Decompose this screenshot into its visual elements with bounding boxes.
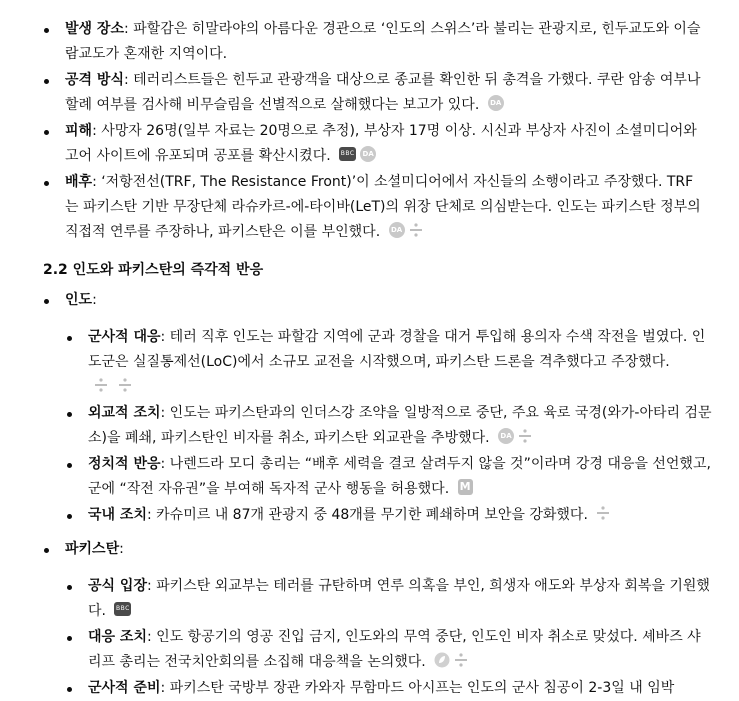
list-item-pakistan-response <box>88 625 713 675</box>
divide-citation-icon[interactable] <box>409 222 423 238</box>
list-item-india-political <box>88 452 713 502</box>
divide-citation-icon[interactable] <box>596 505 610 521</box>
section-heading-2-2: 2.2 인도와 파키스탄의 즉각적 반응 <box>43 262 264 278</box>
bullet <box>67 336 72 341</box>
m-citation-icon[interactable]: M <box>458 479 473 495</box>
item-label: 정치적 반응 <box>88 456 161 472</box>
country-label: 인도 <box>65 292 93 308</box>
citation-source-icon[interactable]: DA <box>389 222 405 238</box>
country-label: 파키스탄 <box>65 541 120 557</box>
bullet <box>44 28 49 33</box>
list-item-india-diplomatic <box>88 401 713 451</box>
item-label: 공식 입장 <box>88 578 147 594</box>
colon: : <box>119 541 124 557</box>
list-item-india <box>65 288 705 313</box>
bullet <box>67 463 72 468</box>
citation-source-icon[interactable]: DA <box>498 428 514 444</box>
item-label: 공격 방식 <box>65 72 124 88</box>
bullet <box>67 412 72 417</box>
citation-source-icon[interactable]: DA <box>488 95 504 111</box>
divide-citation-icon[interactable] <box>94 377 108 393</box>
bullet <box>67 687 72 692</box>
item-text: : 카슈미르 내 87개 관광지 중 48개를 무기한 폐쇄하며 보안을 강화했다. <box>146 507 588 523</box>
item-text: : 파키스탄 외교부는 테러를 규탄하며 연루 의혹을 부인, 희생자 애도와 부상자 회복을 기원했다. <box>88 578 710 619</box>
list-item-attack-method <box>65 68 705 118</box>
item-label: 피해 <box>65 123 93 139</box>
bullet <box>44 548 49 553</box>
item-label: 외교적 조치 <box>88 405 161 421</box>
bullet <box>44 79 49 84</box>
bullet <box>44 130 49 135</box>
item-label: 국내 조치 <box>88 507 147 523</box>
bullet <box>67 585 72 590</box>
list-item-pakistan-official <box>88 574 713 624</box>
item-label: 배후 <box>65 174 93 190</box>
item-text: : 파키스탄 국방부 장관 카와자 무함마드 아시프는 인도의 군사 침공이 2-3일 내 임박 <box>160 680 675 696</box>
bullet <box>67 636 72 641</box>
bullet <box>44 181 49 186</box>
list-item-location <box>65 17 705 67</box>
leaf-citation-icon[interactable] <box>434 652 450 668</box>
item-text: : 사망자 26명(일부 자료는 20명으로 추정), 부상자 17명 이상. 시신과 부상자 사진이 소셜미디어와 고어 사이트에 유포되며 공포를 확산시켰다. <box>65 123 697 164</box>
item-text: : 인도는 파키스탄과의 인더스강 조약을 일방적으로 중단, 주요 육로 국경(와가-아타리 검문소)을 폐쇄, 파키스탄인 비자를 취소, 파키스탄 외교관을 추방했다. <box>88 405 712 446</box>
item-label: 대응 조치 <box>88 629 147 645</box>
section-heading-2-1 <box>43 0 132 2</box>
divide-citation-icon[interactable] <box>118 377 132 393</box>
item-text: : 인도 항공기의 영공 진입 금지, 인도와의 무역 중단, 인도인 비자 취소로 맞섰다. 셰바즈 샤리프 총리는 전국치안회의를 소집해 대응책을 논의했다. <box>88 629 701 670</box>
item-text: : ‘저항전선(TRF, The Resistance Front)’이 소셜미디어에서 자신들의 소행이라고 주장했다. TRF는 파키스탄 기반 무장단체 라슈카르-에-타이바(LeT)의 위장 단체로 의심받는다. 인도는 파키스탄 정부의 직접적 연루를 주장하나, 파키스탄은 이를 부인했다. <box>65 174 701 240</box>
item-text: : 나렌드라 모디 총리는 “배후 세력을 결코 살려두지 않을 것”이라며 강경 대응을 선언했고, 군에 “작전 자유권”을 부여해 독자적 군사 행동을 허용했다. <box>88 456 711 497</box>
colon: : <box>92 292 97 308</box>
item-label: 발생 장소 <box>65 21 124 37</box>
list-item-india-military <box>88 325 713 400</box>
list-item-india-domestic <box>88 503 713 528</box>
item-text: : 파할감은 히말라야의 아름다운 경관으로 ‘인도의 스위스’라 불리는 관광지로, 힌두교도와 이슬람교도가 혼재한 지역이다. <box>65 21 701 62</box>
bbc-citation-icon[interactable]: BBC <box>114 602 131 616</box>
item-text: : 테러리스트들은 힌두교 관광객을 대상으로 종교를 확인한 뒤 총격을 가했다. 쿠란 암송 여부나 할례 여부를 검사해 비무슬림을 선별적으로 살해했다는 보고가 있다. <box>65 72 701 113</box>
item-label: 군사적 준비 <box>88 680 161 696</box>
item-text: : 테러 직후 인도는 파할감 지역에 군과 경찰을 대거 투입해 용의자 수색 작전을 벌였다. 인도군은 실질통제선(LoC)에서 소규모 교전을 시작했으며, 파키스탄 드론을 격추했다고 주장했다. <box>88 329 706 370</box>
list-item-damage <box>65 119 705 169</box>
list-item-pakistan <box>65 537 705 562</box>
divide-citation-icon[interactable] <box>454 652 468 668</box>
list-item-perpetrator <box>65 170 705 245</box>
item-label: 군사적 대응 <box>88 329 161 345</box>
bbc-citation-icon[interactable]: BBC <box>339 147 356 161</box>
divide-citation-icon[interactable] <box>518 428 532 444</box>
list-item-pakistan-military <box>88 676 713 701</box>
bullet <box>44 299 49 304</box>
bullet <box>67 514 72 519</box>
citation-source-icon[interactable]: DA <box>360 146 376 162</box>
